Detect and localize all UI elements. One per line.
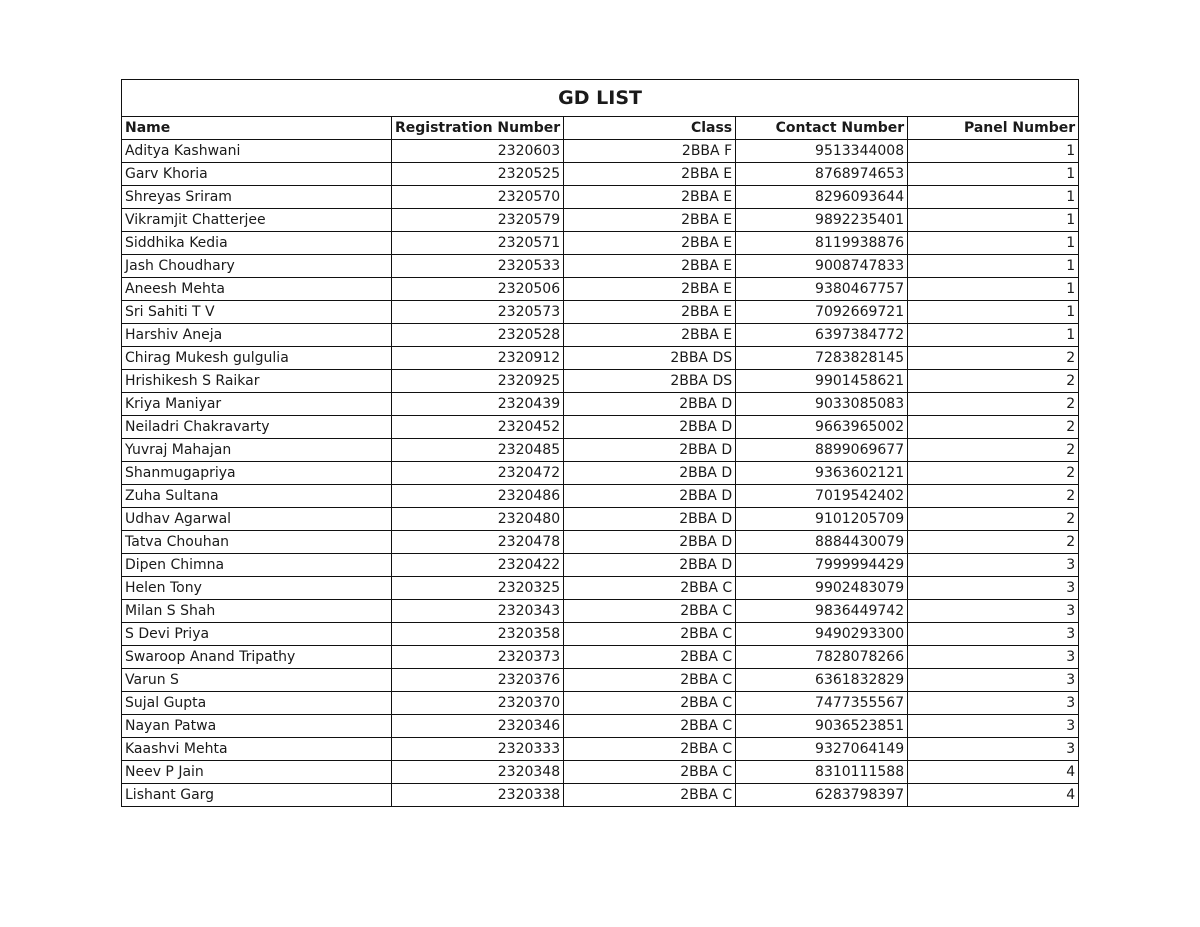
- table-row: [122, 347, 1079, 370]
- cell-class: 2BBA D: [564, 393, 736, 416]
- cell-class: 2BBA E: [564, 255, 736, 278]
- cell-class: 2BBA C: [564, 738, 736, 761]
- cell-panel-number: 2: [908, 462, 1079, 485]
- column-header-registration-number: Registration Number: [392, 117, 564, 140]
- cell-panel-number: 1: [908, 278, 1079, 301]
- column-header-name: Name: [122, 117, 392, 140]
- cell-contact-number: 7999994429: [736, 554, 908, 577]
- cell-panel-number: 2: [908, 393, 1079, 416]
- cell-panel-number: 1: [908, 209, 1079, 232]
- cell-panel-number: 1: [908, 255, 1079, 278]
- cell-registration-number: 2320370: [392, 692, 564, 715]
- cell-registration-number: 2320376: [392, 669, 564, 692]
- cell-name: Neev P Jain: [122, 761, 392, 784]
- cell-contact-number: 8768974653: [736, 163, 908, 186]
- cell-registration-number: 2320571: [392, 232, 564, 255]
- table-row: [122, 646, 1079, 669]
- cell-registration-number: 2320452: [392, 416, 564, 439]
- cell-class: 2BBA D: [564, 531, 736, 554]
- cell-name: Vikramjit Chatterjee: [122, 209, 392, 232]
- column-header-class: Class: [564, 117, 736, 140]
- sheet-title: GD LIST: [122, 80, 1079, 117]
- table-row: [122, 462, 1079, 485]
- cell-contact-number: 9036523851: [736, 715, 908, 738]
- cell-class: 2BBA C: [564, 646, 736, 669]
- cell-registration-number: 2320533: [392, 255, 564, 278]
- cell-name: Aditya Kashwani: [122, 140, 392, 163]
- table-row: [122, 370, 1079, 393]
- cell-name: Udhav Agarwal: [122, 508, 392, 531]
- cell-panel-number: 2: [908, 439, 1079, 462]
- cell-panel-number: 2: [908, 485, 1079, 508]
- cell-name: Hrishikesh S Raikar: [122, 370, 392, 393]
- title-row: [122, 80, 1079, 117]
- table-row: [122, 324, 1079, 347]
- table-row: [122, 232, 1079, 255]
- cell-registration-number: 2320912: [392, 347, 564, 370]
- table-row: [122, 577, 1079, 600]
- cell-class: 2BBA C: [564, 715, 736, 738]
- cell-name: Shreyas Sriram: [122, 186, 392, 209]
- cell-registration-number: 2320485: [392, 439, 564, 462]
- cell-registration-number: 2320338: [392, 784, 564, 807]
- cell-registration-number: 2320506: [392, 278, 564, 301]
- cell-class: 2BBA E: [564, 209, 736, 232]
- cell-contact-number: 8310111588: [736, 761, 908, 784]
- cell-name: Nayan Patwa: [122, 715, 392, 738]
- table-row: [122, 761, 1079, 784]
- cell-name: Kriya Maniyar: [122, 393, 392, 416]
- cell-contact-number: 9327064149: [736, 738, 908, 761]
- table-row: [122, 140, 1079, 163]
- cell-name: Sri Sahiti T V: [122, 301, 392, 324]
- cell-class: 2BBA DS: [564, 347, 736, 370]
- cell-panel-number: 3: [908, 554, 1079, 577]
- table-row: [122, 439, 1079, 462]
- cell-name: Shanmugapriya: [122, 462, 392, 485]
- table-row: [122, 784, 1079, 807]
- cell-contact-number: 9836449742: [736, 600, 908, 623]
- cell-registration-number: 2320925: [392, 370, 564, 393]
- cell-contact-number: 7019542402: [736, 485, 908, 508]
- cell-contact-number: 9513344008: [736, 140, 908, 163]
- cell-contact-number: 6361832829: [736, 669, 908, 692]
- cell-panel-number: 1: [908, 163, 1079, 186]
- cell-registration-number: 2320573: [392, 301, 564, 324]
- cell-class: 2BBA E: [564, 324, 736, 347]
- cell-registration-number: 2320325: [392, 577, 564, 600]
- column-header-contact-number: Contact Number: [736, 117, 908, 140]
- cell-registration-number: 2320525: [392, 163, 564, 186]
- cell-registration-number: 2320472: [392, 462, 564, 485]
- cell-contact-number: 9033085083: [736, 393, 908, 416]
- cell-panel-number: 2: [908, 531, 1079, 554]
- cell-registration-number: 2320480: [392, 508, 564, 531]
- cell-registration-number: 2320439: [392, 393, 564, 416]
- cell-name: Jash Choudhary: [122, 255, 392, 278]
- cell-contact-number: 9363602121: [736, 462, 908, 485]
- cell-registration-number: 2320528: [392, 324, 564, 347]
- cell-panel-number: 4: [908, 761, 1079, 784]
- table-row: [122, 669, 1079, 692]
- table-row: [122, 255, 1079, 278]
- cell-registration-number: 2320343: [392, 600, 564, 623]
- cell-class: 2BBA C: [564, 577, 736, 600]
- cell-class: 2BBA E: [564, 301, 736, 324]
- cell-registration-number: 2320486: [392, 485, 564, 508]
- cell-contact-number: 9490293300: [736, 623, 908, 646]
- cell-class: 2BBA E: [564, 232, 736, 255]
- cell-name: Swaroop Anand Tripathy: [122, 646, 392, 669]
- cell-panel-number: 3: [908, 623, 1079, 646]
- cell-class: 2BBA C: [564, 761, 736, 784]
- cell-panel-number: 1: [908, 324, 1079, 347]
- table-row: [122, 163, 1079, 186]
- cell-name: Neiladri Chakravarty: [122, 416, 392, 439]
- cell-contact-number: 9901458621: [736, 370, 908, 393]
- cell-contact-number: 8884430079: [736, 531, 908, 554]
- table-row: [122, 600, 1079, 623]
- cell-panel-number: 3: [908, 669, 1079, 692]
- cell-panel-number: 2: [908, 416, 1079, 439]
- cell-contact-number: 6283798397: [736, 784, 908, 807]
- cell-panel-number: 3: [908, 692, 1079, 715]
- cell-class: 2BBA D: [564, 462, 736, 485]
- cell-class: 2BBA C: [564, 600, 736, 623]
- cell-registration-number: 2320478: [392, 531, 564, 554]
- cell-registration-number: 2320570: [392, 186, 564, 209]
- cell-panel-number: 2: [908, 508, 1079, 531]
- table-row: [122, 393, 1079, 416]
- table-row: [122, 738, 1079, 761]
- cell-class: 2BBA D: [564, 485, 736, 508]
- cell-class: 2BBA C: [564, 692, 736, 715]
- cell-class: 2BBA D: [564, 416, 736, 439]
- cell-name: Zuha Sultana: [122, 485, 392, 508]
- cell-contact-number: 7477355567: [736, 692, 908, 715]
- table-body: [122, 140, 1079, 807]
- cell-contact-number: 7828078266: [736, 646, 908, 669]
- cell-name: Dipen Chimna: [122, 554, 392, 577]
- cell-name: Kaashvi Mehta: [122, 738, 392, 761]
- cell-class: 2BBA C: [564, 784, 736, 807]
- table-row: [122, 416, 1079, 439]
- cell-registration-number: 2320348: [392, 761, 564, 784]
- table-row: [122, 485, 1079, 508]
- cell-name: Chirag Mukesh gulgulia: [122, 347, 392, 370]
- cell-panel-number: 4: [908, 784, 1079, 807]
- cell-contact-number: 9380467757: [736, 278, 908, 301]
- cell-registration-number: 2320373: [392, 646, 564, 669]
- table-row: [122, 209, 1079, 232]
- cell-panel-number: 3: [908, 738, 1079, 761]
- table-row: [122, 531, 1079, 554]
- cell-name: Siddhika Kedia: [122, 232, 392, 255]
- cell-name: Yuvraj Mahajan: [122, 439, 392, 462]
- cell-name: Varun S: [122, 669, 392, 692]
- cell-name: Garv Khoria: [122, 163, 392, 186]
- cell-panel-number: 1: [908, 232, 1079, 255]
- cell-name: Milan S Shah: [122, 600, 392, 623]
- cell-registration-number: 2320579: [392, 209, 564, 232]
- cell-name: Tatva Chouhan: [122, 531, 392, 554]
- table-row: [122, 301, 1079, 324]
- cell-contact-number: 8296093644: [736, 186, 908, 209]
- cell-class: 2BBA D: [564, 439, 736, 462]
- cell-contact-number: 9892235401: [736, 209, 908, 232]
- cell-contact-number: 9101205709: [736, 508, 908, 531]
- cell-contact-number: 9663965002: [736, 416, 908, 439]
- cell-contact-number: 9008747833: [736, 255, 908, 278]
- column-header-panel-number: Panel Number: [908, 117, 1079, 140]
- cell-panel-number: 3: [908, 646, 1079, 669]
- cell-class: 2BBA C: [564, 669, 736, 692]
- table-row: [122, 715, 1079, 738]
- header-row: [122, 117, 1079, 140]
- cell-name: S Devi Priya: [122, 623, 392, 646]
- cell-name: Aneesh Mehta: [122, 278, 392, 301]
- table-row: [122, 623, 1079, 646]
- gd-list-table: [121, 79, 1079, 807]
- cell-contact-number: 8899069677: [736, 439, 908, 462]
- cell-contact-number: 7092669721: [736, 301, 908, 324]
- cell-panel-number: 3: [908, 577, 1079, 600]
- cell-class: 2BBA E: [564, 278, 736, 301]
- table-row: [122, 508, 1079, 531]
- cell-class: 2BBA E: [564, 186, 736, 209]
- cell-contact-number: 8119938876: [736, 232, 908, 255]
- cell-registration-number: 2320422: [392, 554, 564, 577]
- cell-panel-number: 1: [908, 140, 1079, 163]
- table-row: [122, 554, 1079, 577]
- cell-name: Harshiv Aneja: [122, 324, 392, 347]
- cell-panel-number: 2: [908, 370, 1079, 393]
- cell-class: 2BBA E: [564, 163, 736, 186]
- cell-panel-number: 3: [908, 715, 1079, 738]
- cell-registration-number: 2320346: [392, 715, 564, 738]
- cell-panel-number: 1: [908, 186, 1079, 209]
- cell-panel-number: 1: [908, 301, 1079, 324]
- cell-panel-number: 2: [908, 347, 1079, 370]
- cell-registration-number: 2320603: [392, 140, 564, 163]
- table-row: [122, 278, 1079, 301]
- cell-name: Sujal Gupta: [122, 692, 392, 715]
- table-row: [122, 692, 1079, 715]
- table-row: [122, 186, 1079, 209]
- cell-class: 2BBA D: [564, 508, 736, 531]
- cell-class: 2BBA DS: [564, 370, 736, 393]
- cell-contact-number: 9902483079: [736, 577, 908, 600]
- cell-registration-number: 2320358: [392, 623, 564, 646]
- cell-name: Lishant Garg: [122, 784, 392, 807]
- cell-name: Helen Tony: [122, 577, 392, 600]
- cell-panel-number: 3: [908, 600, 1079, 623]
- cell-class: 2BBA C: [564, 623, 736, 646]
- cell-contact-number: 6397384772: [736, 324, 908, 347]
- cell-class: 2BBA D: [564, 554, 736, 577]
- cell-registration-number: 2320333: [392, 738, 564, 761]
- cell-class: 2BBA F: [564, 140, 736, 163]
- cell-contact-number: 7283828145: [736, 347, 908, 370]
